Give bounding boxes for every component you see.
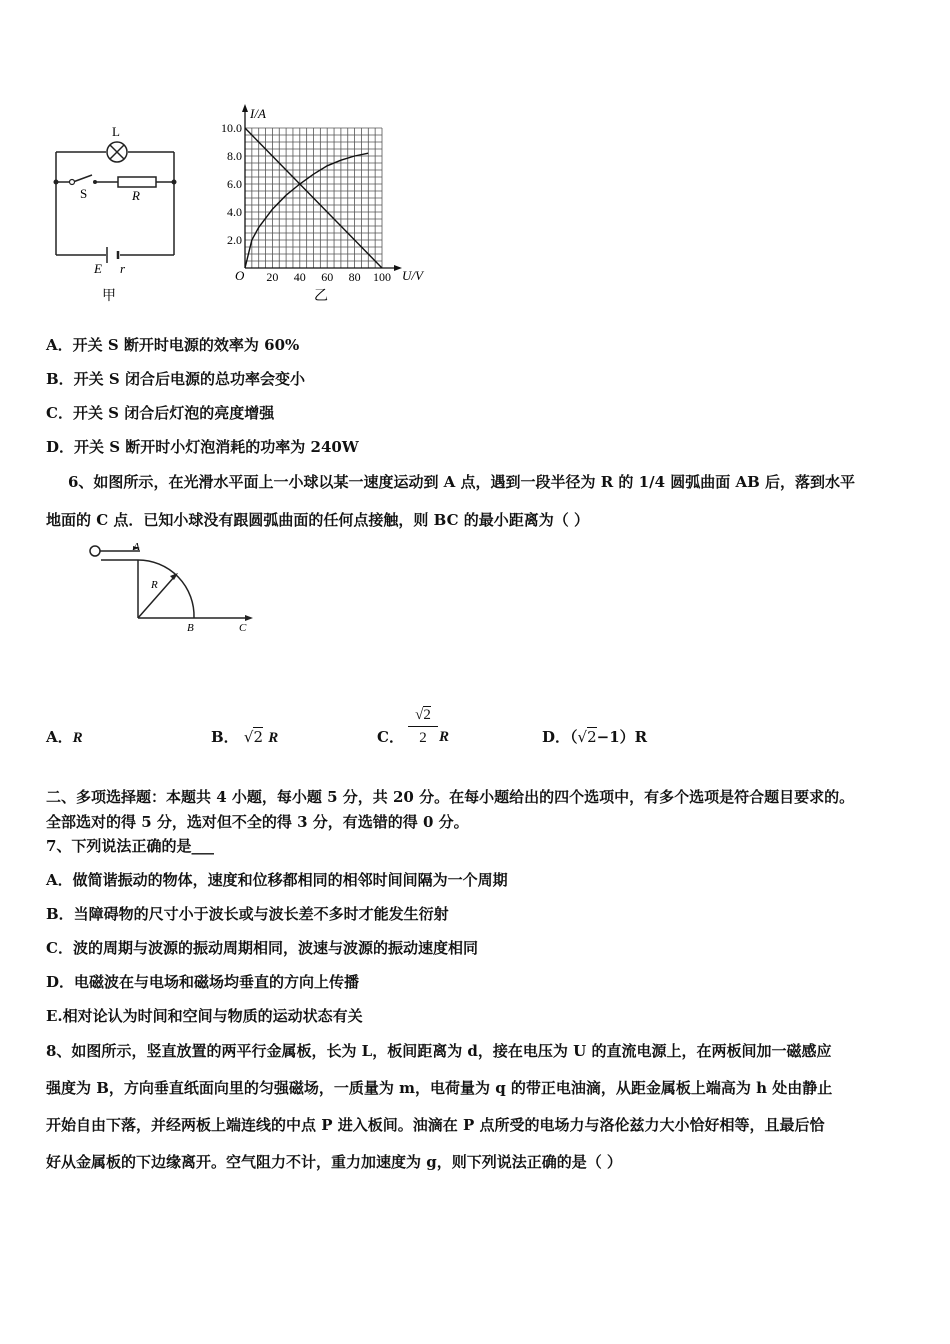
q8-line3: 开始自由下落，并经两板上端连线的中点 P 进入板间。油滴在 P 点所受的电场力与洛伦兹力大小恰好相等，且最后恰 [46, 1116, 825, 1134]
x-tick-label: 60 [321, 270, 334, 284]
internal-r-label: r [120, 261, 126, 276]
q6-stem-line2: 地面的 C 点．已知小球没有跟圆弧曲面的任何点接触，则 BC 的最小距离为（ ） [46, 511, 589, 529]
q5-option-c: C．开关 S 闭合后灯泡的亮度增强 [46, 404, 275, 422]
x-tick-label: 100 [373, 270, 391, 284]
q6-option-d: D．（√2−1）R [542, 728, 648, 746]
q6-option-c: C． [377, 728, 404, 746]
iu-chart [210, 100, 440, 310]
y-tick-label: 10.0 [221, 121, 242, 135]
q5-option-b: B．开关 S 闭合后电源的总功率会变小 [46, 370, 305, 388]
q6-option-a: A．R [46, 728, 83, 746]
point-b-label: B [187, 622, 194, 634]
q6-option-b: B． √2 R [211, 728, 279, 746]
section2-line2: 全部选对的得 5 分，选对但不全的得 3 分，有选错的得 0 分。 [46, 813, 469, 831]
switch-label: S [80, 186, 88, 201]
emf-label: E [94, 261, 102, 276]
origin-label: O [235, 268, 245, 283]
sqrt-icon: √ [415, 707, 424, 723]
x-axis-label: U/V [402, 268, 423, 283]
y-axis-label: I/A [250, 106, 266, 121]
q8-line4: 好从金属板的下边缘离开。空气阻力不计，重力加速度为 g，则下列说法正确的是（ ） [46, 1153, 622, 1171]
figure-caption-jia: 甲 [102, 289, 116, 304]
q8-line1: 8、如图所示，竖直放置的两平行金属板，长为 L，板间距离为 d，接在电压为 U 的直流电源上，在两板间加一磁感应 [46, 1042, 832, 1060]
y-tick-label: 4.0 [227, 205, 242, 219]
sqrt-icon: √ [577, 728, 588, 746]
q7-option-a: A．做简谐振动的物体，速度和位移都相同的相邻时间间隔为一个周期 [46, 871, 508, 889]
q7-option-c: C．波的周期与波源的振动周期相同，波速与波源的振动速度相同 [46, 939, 478, 957]
q5-option-d: D．开关 S 断开时小灯泡消耗的功率为 240W [46, 438, 359, 456]
q6-option-c-fraction: √2 2 [408, 704, 438, 749]
x-tick-label: 80 [348, 270, 361, 284]
q6-option-c-val: R [439, 729, 450, 745]
q6-stem-line1: 6、如图所示，在光滑水平面上一小球以某一速度运动到 A 点，遇到一段半径为 R 的 1/4 圆弧曲面 AB 后，落到水平 [68, 473, 855, 491]
q7-stem: 7、下列说法正确的是___ [46, 837, 214, 855]
q7-option-b: B．当障碍物的尺寸小于波长或与波长差不多时才能发生衍射 [46, 905, 449, 923]
q7-option-e: E.相对论认为时间和空间与物质的运动状态有关 [46, 1007, 363, 1025]
section2-line1: 二、多项选择题：本题共 4 小题，每小题 5 分，共 20 分。在每小题给出的四个选项中，有多个选项是符合题目要求的。 [46, 788, 855, 806]
y-tick-label: 2.0 [227, 233, 242, 247]
y-tick-label: 8.0 [227, 149, 242, 163]
lamp-label: L [112, 124, 120, 139]
resistor-label: R [132, 188, 140, 203]
q7-option-d: D．电磁波在与电场和磁场均垂直的方向上传播 [46, 973, 360, 991]
q8-line2: 强度为 B，方向垂直纸面向里的匀强磁场，一质量为 m，电荷量为 q 的带正电油滴，从距金属板上端高为 h 处由静止 [46, 1079, 833, 1097]
x-tick-label: 20 [266, 270, 279, 284]
figure-caption-yi: 乙 [314, 289, 328, 304]
x-axis-arrow [394, 265, 402, 271]
point-a-label: A [133, 541, 140, 553]
x-tick-label: 40 [293, 270, 306, 284]
y-axis-arrow [242, 104, 248, 112]
circuit-diagram [40, 120, 200, 310]
radius-label: R [151, 579, 158, 591]
point-c-label: C [239, 622, 247, 634]
sqrt-icon: √ [243, 728, 254, 746]
q5-option-a: A．开关 S 断开时电源的效率为 60% [46, 336, 300, 354]
arc-diagram [85, 538, 260, 638]
y-tick-label: 6.0 [227, 177, 242, 191]
